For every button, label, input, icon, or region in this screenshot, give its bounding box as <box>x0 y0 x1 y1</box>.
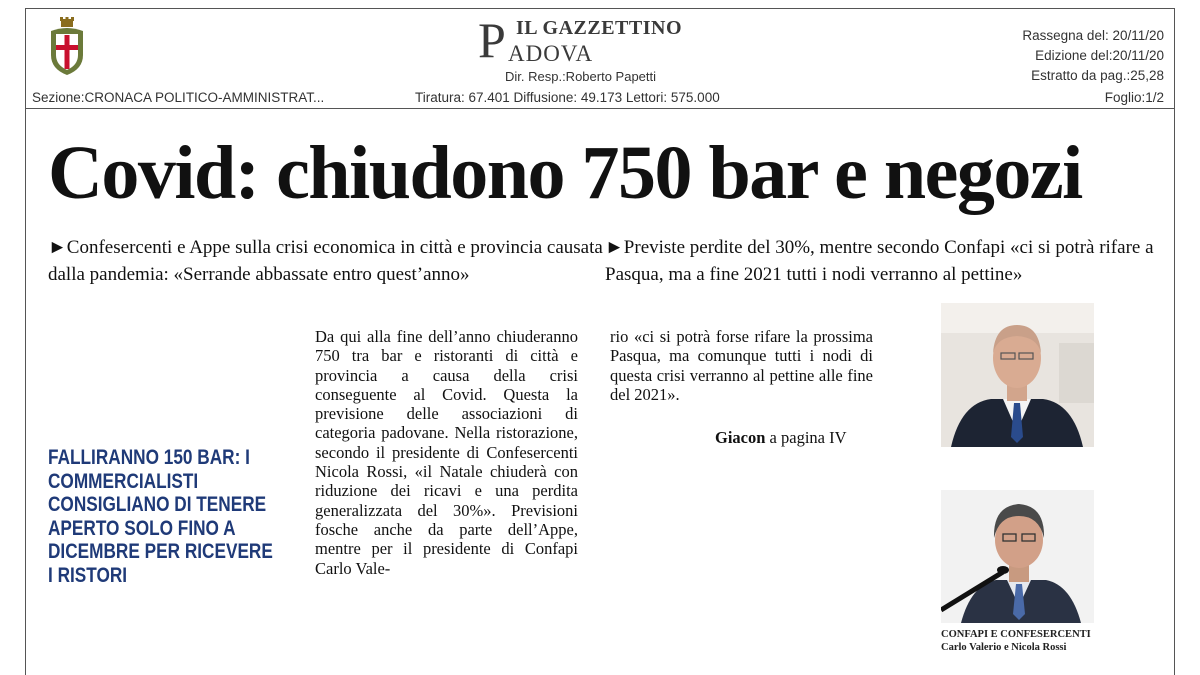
article-column-1: Da qui alla fine dell’anno chiuderanno 750 tra bar e ristoranti di città e provincia a causa della crisi conseguente al Covid. Questa la previsione delle associazioni di categoria padovane. Nella ristorazione, secondo il presidente di Confesercenti Nicola Rossi, «il Natale chiuderà con riduzione dei ricavi e una perdita generalizzata del 30%». Previsioni fosche anche da parte dell’Appe, mentre per il presidente di Confapi Carlo Vale- <box>315 327 578 578</box>
padova-crest-icon <box>47 17 87 77</box>
masthead-city: ADOVA <box>508 41 594 66</box>
masthead-initial: P <box>478 12 506 68</box>
deck-right: ►Previste perdite del 30%, mentre secondo Confapi «ci si potrà rifare a Pasqua, ma a fine 2021 tutti i nodi verranno al pettine» <box>605 237 1154 285</box>
estratto-pages: Estratto da pag.:25,28 <box>1031 68 1164 83</box>
sidebar-callout: FALLIRANNO 150 BAR: I COMMERCIALISTI CONSIGLIANO DI TENERE APERTO SOLO FINO A DICEMBRE PER RICEVERE I RISTORI <box>48 446 273 587</box>
deck-left: ►Confesercenti e Appe sulla crisi economica in città e provincia causata dalla pandemia: «Serrande abbassate entro quest’anno» <box>48 237 603 285</box>
sheet-number: Foglio:1/2 <box>1104 90 1164 105</box>
photo-carlo-valerio <box>941 303 1094 447</box>
photo-nicola-rossi <box>941 490 1094 623</box>
author-line <box>715 428 847 448</box>
page-reference: a pagina IV <box>769 428 847 447</box>
circulation-stats: Tiratura: 67.401 Diffusione: 49.173 Lettori: 575.000 <box>415 90 720 105</box>
rassegna-date: Rassegna del: 20/11/20 <box>1022 28 1164 43</box>
photo-caption: CONFAPI E CONFESERCENTI Carlo Valerio e Nicola Rossi <box>941 629 1091 653</box>
page-title: Covid: chiudono 750 bar e negozi <box>48 131 1082 215</box>
article-column-2: rio «ci si potrà forse rifare la prossima Pasqua, ma comunque tutti i nodi di questa crisi verranno al pettine alle fine del 2021». <box>610 327 873 404</box>
section-label: Sezione:CRONACA POLITICO-AMMINISTRAT... <box>32 90 325 105</box>
masthead-logo <box>478 12 723 68</box>
masthead-top: IL GAZZETTINO <box>516 17 683 39</box>
author-name: Giacon <box>715 428 766 447</box>
edition-meta <box>1022 26 1164 86</box>
director-line: Dir. Resp.:Roberto Papetti <box>505 69 657 84</box>
edizione-date: Edizione del:20/11/20 <box>1035 48 1164 63</box>
header-divider <box>25 108 1175 109</box>
